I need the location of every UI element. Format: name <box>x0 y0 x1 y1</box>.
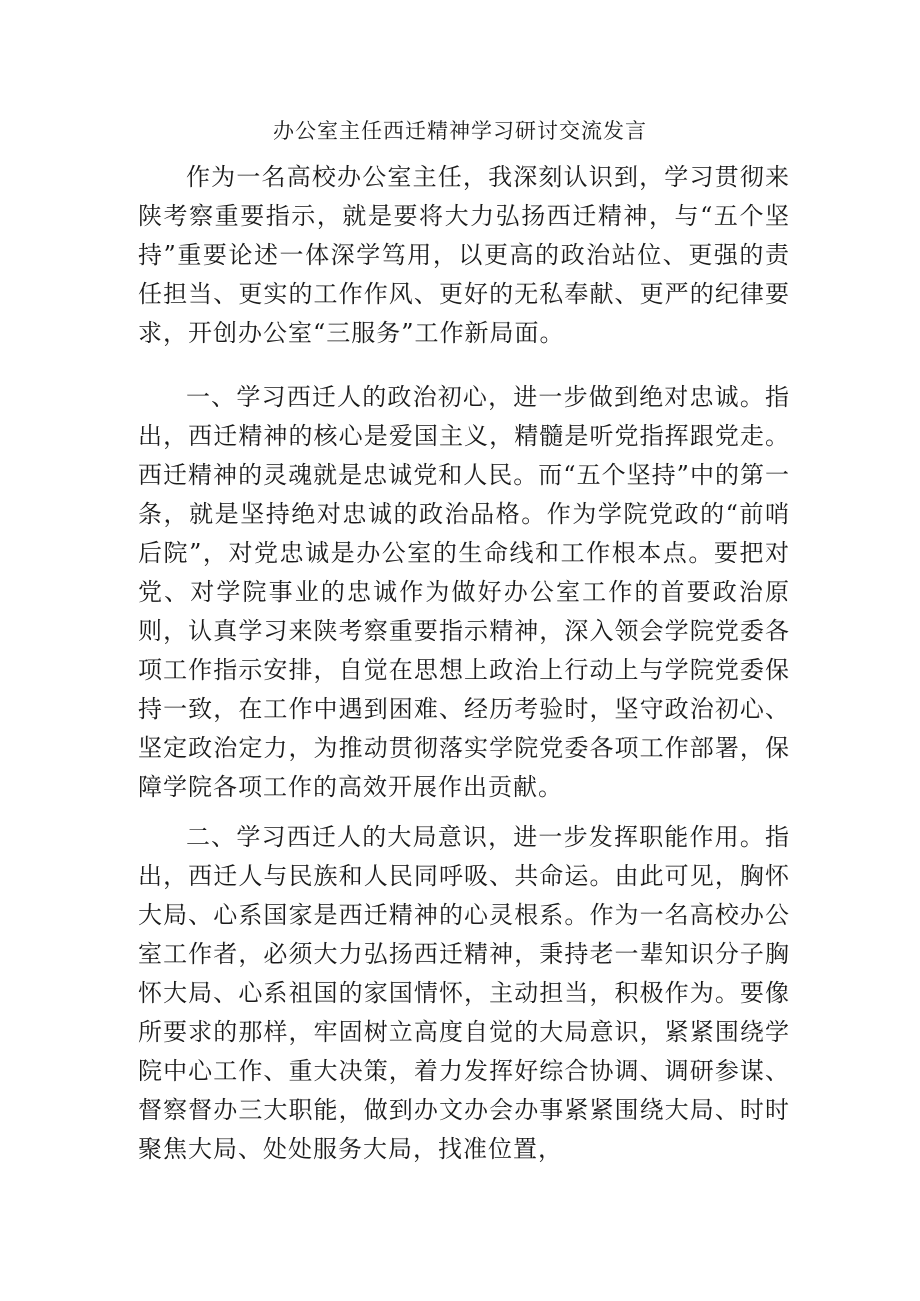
paragraph-section-2 <box>138 818 790 1169</box>
paragraph-text: 一、学习西迁人的政治初心，进一步做到绝对忠诚。指出，西迁精神的核心是爱国主义，精髓是听党指挥跟党走。西迁精神的灵魂就是忠诚党和人民。而“五个坚持”中的第一条，就是坚持绝对忠诚的政治品格。作为学院党政的“前哨后院”，对党忠诚是办公室的生命线和工作根本点。要把对党、对学院事业的忠诚作为做好办公室工作的首要政治原则，认真学习来陕考察重要指示精神，深入领会学院党委各项工作指示安排，自觉在思想上政治上行动上与学院党委保持一致，在工作中遇到困难、经历考验时，坚守政治初心、坚定政治定力，为推动贯彻落实学院党委各项工作部署，保障学院各项工作的高效开展作出贡献。 <box>138 383 790 801</box>
paragraph-intro <box>138 158 790 353</box>
paragraph-text: 作为一名高校办公室主任，我深刻认识到，学习贯彻来陕考察重要指示，就是要将大力弘扬西迁精神，与“五个坚持”重要论述一体深学笃用，以更高的政治站位、更强的责任担当、更实的工作作风、更好的无私奉献、更严的纪律要求，开创办公室“三服务”工作新局面。 <box>138 163 790 347</box>
paragraph-text: 二、学习西迁人的大局意识，进一步发挥职能作用。指出，西迁人与民族和人民同呼吸、共命运。由此可见，胸怀大局、心系国家是西迁精神的心灵根系。作为一名高校办公室工作者，必须大力弘扬西迁精神，秉持老一辈知识分子胸怀大局、心系祖国的家国情怀，主动担当，积极作为。要像所要求的那样，牢固树立高度自觉的大局意识，紧紧围绕学院中心工作、重大决策，着力发挥好综合协调、调研参谋、督察督办三大职能，做到办文办会办事紧紧围绕大局、时时聚焦大局、处处服务大局，找准位置， <box>138 823 790 1163</box>
paragraph-section-1 <box>138 378 790 807</box>
document-title: 办公室主任西迁精神学习研讨交流发言 <box>273 119 647 143</box>
